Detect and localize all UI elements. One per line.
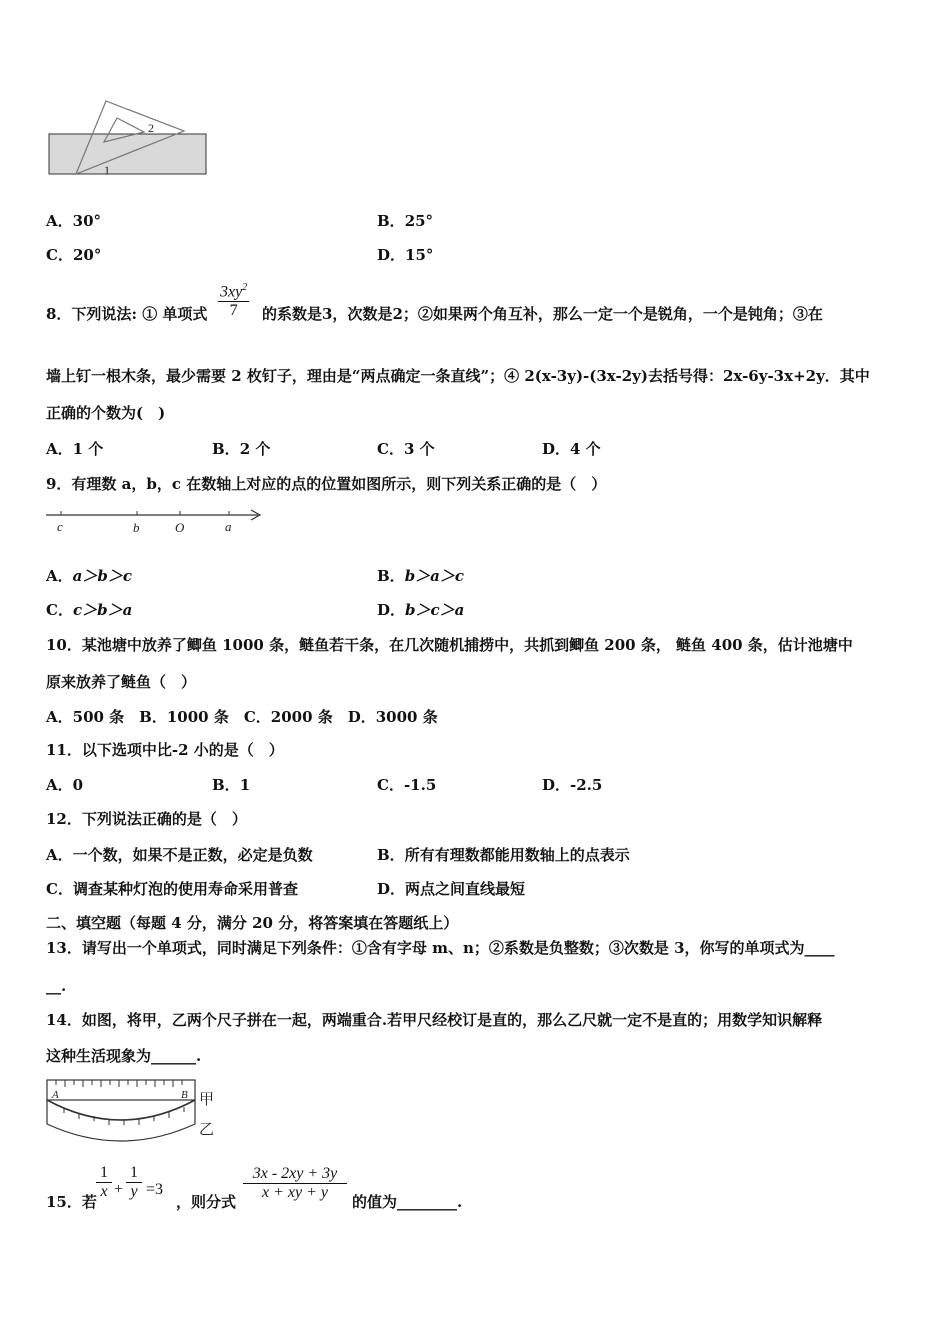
q10-options: A．500 条 B．1000 条 C．2000 条 D．3000 条 [46, 708, 438, 726]
q7-angle-label-2: 2 [148, 121, 154, 135]
q9-option-d: D．b＞c＞a [377, 601, 465, 619]
q7-option-c: C．20° [46, 246, 102, 264]
q14-label-b: B [181, 1089, 188, 1101]
q8-fraction-denominator: 7 [229, 302, 238, 320]
q11-option-b: B．1 [212, 776, 251, 794]
q15-stem-prefix: 15．若 [46, 1193, 97, 1211]
q11-option-c: C．-1.5 [377, 776, 437, 794]
q15-cond-plus: + [114, 1181, 124, 1198]
q8-option-c: C．3 个 [377, 440, 435, 458]
axis-label-c: c [57, 519, 63, 534]
q15-cond-frac-2: 1 y [126, 1164, 142, 1201]
q12-option-d: D．两点之间直线最短 [377, 880, 526, 898]
q12-option-c: C．调查某种灯泡的使用寿命采用普查 [46, 880, 298, 898]
q8-option-b: B．2 个 [212, 440, 271, 458]
q7-angle-label-1: 1 [104, 163, 110, 177]
q8-stem-prefix: 8．下列说法: ① 单项式 [46, 305, 208, 323]
q10-stem-line1: 10．某池塘中放养了鲫鱼 1000 条，鲢鱼若干条，在几次随机捕捞中，共抓到鲫鱼 200 条， 鲢鱼 400 条，估计池塘中 [46, 636, 853, 654]
q9-number-line [44, 505, 269, 537]
q7-triangle-ruler-figure [44, 96, 214, 180]
q13-stem-line2: __. [46, 977, 67, 995]
q12-stem: 12．下列说法正确的是（ ） [46, 810, 247, 828]
section-2-heading: 二、填空题（每题 4 分，满分 20 分，将答案填在答题纸上） [46, 914, 459, 932]
q14-rulers-figure [44, 1078, 222, 1144]
q12-option-a: A．一个数，如果不是正数，必定是负数 [46, 846, 313, 864]
q15-cond-frac-1: 1 x [96, 1164, 112, 1201]
q14-stem-line2: 这种生活现象为______. [46, 1047, 202, 1065]
q11-option-d: D．-2.5 [542, 776, 603, 794]
q15-cond-eq: =3 [146, 1181, 164, 1198]
q7-option-d: D．15° [377, 246, 434, 264]
q8-stem-line2: 墙上钉一根木条，最少需要 2 枚钉子，理由是“两点确定一条直线”；④ 2(x-3y)-(3x-2y)去括号得：2x-6y-3x+2y．其中 [46, 367, 870, 385]
q14-label-jia: 甲 [199, 1092, 215, 1108]
q14-stem-line1: 14．如图，将甲，乙两个尺子拼在一起，两端重合.若甲尺经校订是直的，那么乙尺就一定不是直的；用数学知识解释 [46, 1011, 823, 1029]
q8-fraction [218, 282, 249, 320]
q8-stem-line3: 正确的个数为( ) [46, 404, 166, 422]
q12-option-b: B．所有有理数都能用数轴上的点表示 [377, 846, 630, 864]
axis-label-b: b [133, 520, 140, 535]
q8-fraction-numerator: $3xy^2$ [220, 282, 248, 301]
q10-stem-line2: 原来放养了鲢鱼（ ） [46, 673, 197, 691]
q9-stem: 9．有理数 a，b，c 在数轴上对应的点的位置如图所示，则下列关系正确的是（ ） [46, 475, 607, 493]
q7-option-b: B．25° [377, 212, 434, 230]
q8-option-d: D．4 个 [542, 440, 601, 458]
q15-expression-fraction: 3x - 2xy + 3y x + xy + y [243, 1165, 347, 1202]
q9-option-b: B．b＞a＞c [377, 567, 465, 585]
q15-stem-mid: ，则分式 [176, 1193, 237, 1211]
q14-label-a: A [52, 1089, 59, 1101]
q8-option-a: A．1 个 [46, 440, 104, 458]
q13-stem-line1: 13．请写出一个单项式，同时满足下列条件：①含有字母 m、n；②系数是负整数；③次数是 3，你写的单项式为____ [46, 939, 835, 957]
q7-option-a: A．30° [46, 212, 102, 230]
q9-option-a: A．a＞b＞c [46, 567, 132, 585]
q11-stem: 11．以下选项中比-2 小的是（ ） [46, 741, 284, 759]
q8-stem-suffix: 的系数是3，次数是2；②如果两个角互补，那么一定一个是锐角，一个是钝角；③在 [262, 305, 823, 323]
q15-stem-suffix: 的值为________. [352, 1193, 463, 1211]
axis-label-a: a [225, 519, 232, 534]
q9-option-c: C．c＞b＞a [46, 601, 133, 619]
axis-label-o: O [175, 520, 185, 535]
q14-label-yi: 乙 [199, 1122, 215, 1138]
q11-option-a: A．0 [46, 776, 84, 794]
